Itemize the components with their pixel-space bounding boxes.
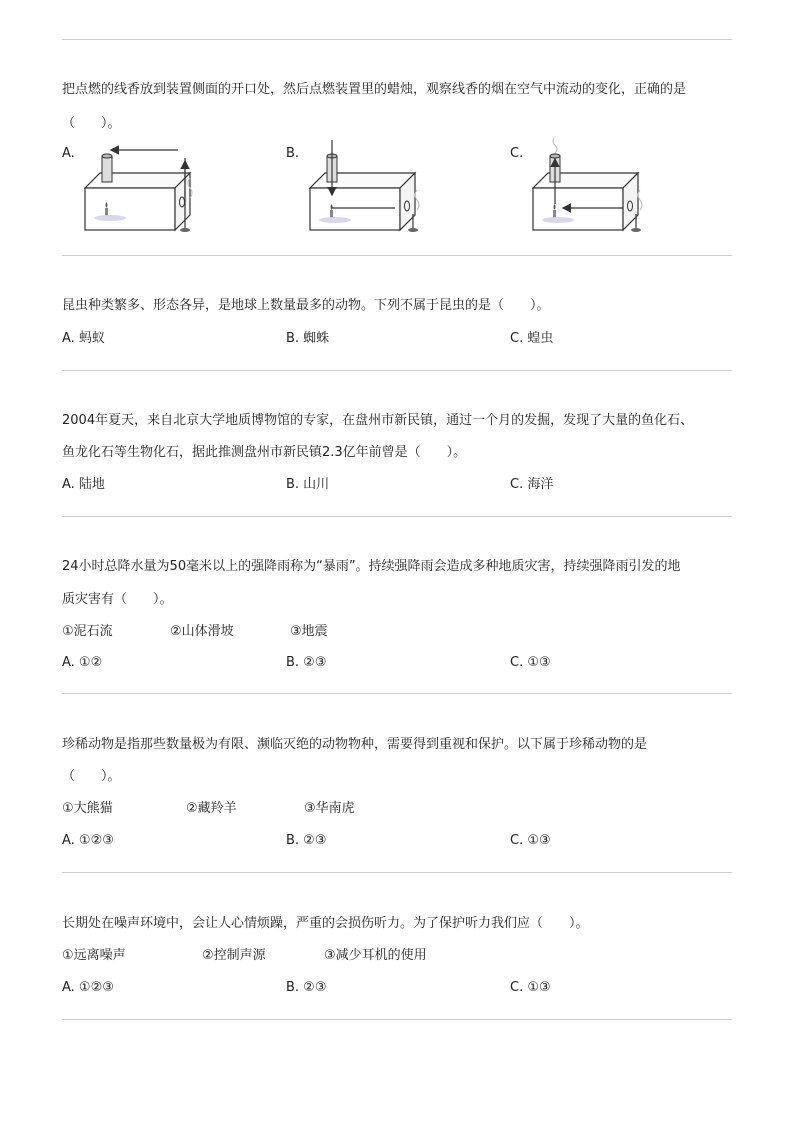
choice-item: ①泥石流 [62, 624, 113, 639]
choice-item: ③地震 [290, 624, 328, 639]
option-c[interactable]: C. ①③ [510, 833, 551, 848]
option-c[interactable]: C. 海洋 [510, 477, 554, 492]
divider [62, 255, 732, 256]
choice-item: ③华南虎 [304, 801, 355, 816]
option-b[interactable]: B. ②③ [286, 833, 327, 848]
option-c-label[interactable]: C. [510, 146, 524, 161]
question-5-stem-line2: （ ）。 [62, 769, 121, 784]
option-b[interactable]: B. ②③ [286, 655, 327, 670]
option-b[interactable]: B. 蜘蛛 [286, 331, 330, 346]
option-a[interactable]: A. 蚂蚁 [62, 331, 105, 346]
option-a[interactable]: A. ①②③ [62, 833, 114, 848]
question-4-stem-line2: 质灾害有（ ）。 [62, 592, 173, 607]
question-6-stem: 长期处在噪声环境中，会让人心情烦躁，严重的会损伤听力。为了保护听力我们应（ ）。 [62, 916, 589, 931]
option-c[interactable]: C. ①③ [510, 980, 551, 995]
choice-item: ③减少耳机的使用 [324, 948, 427, 963]
divider [62, 370, 732, 371]
question-3-stem-line2: 鱼龙化石等生物化石，据此推测盘州市新民镇2.3亿年前曾是（ ）。 [62, 445, 467, 460]
divider [62, 1019, 732, 1020]
smoke-apparatus-figure-c [528, 138, 658, 238]
smoke-apparatus-figure-a [80, 138, 210, 238]
option-a-label[interactable]: A. [62, 146, 75, 161]
option-a[interactable]: A. ①② [62, 655, 103, 670]
choice-item: ②藏羚羊 [186, 801, 237, 816]
question-4-stem: 24小时总降水量为50毫米以上的强降雨称为“暴雨”。持续强降雨会造成多种地质灾害，持续强降雨引发的地 [62, 559, 681, 574]
divider [62, 39, 732, 40]
question-5-stem: 珍稀动物是指那些数量极为有限、濒临灭绝的动物物种，需要得到重视和保护。以下属于珍稀动物的是 [62, 737, 648, 752]
option-b-label[interactable]: B. [286, 146, 300, 161]
option-b[interactable]: B. ②③ [286, 980, 327, 995]
smoke-apparatus-figure-b [305, 138, 435, 238]
choice-item: ②控制声源 [202, 948, 266, 963]
divider [62, 693, 732, 694]
divider [62, 872, 732, 873]
option-b[interactable]: B. 山川 [286, 477, 330, 492]
option-c[interactable]: C. 蝗虫 [510, 331, 554, 346]
option-c[interactable]: C. ①③ [510, 655, 551, 670]
question-2-stem: 昆虫种类繁多、形态各异，是地球上数量最多的动物。下列不属于昆虫的是（ ）。 [62, 298, 550, 313]
option-a[interactable]: A. ①②③ [62, 980, 114, 995]
option-a[interactable]: A. 陆地 [62, 477, 105, 492]
question-1-stem-line2: （ ）。 [62, 116, 121, 131]
divider [62, 516, 732, 517]
choice-item: ①大熊猫 [62, 801, 113, 816]
choice-item: ①远离噪声 [62, 948, 126, 963]
question-1-stem: 把点燃的线香放到装置侧面的开口处，然后点燃装置里的蜡烛，观察线香的烟在空气中流动的变化，正确的是 [62, 82, 687, 97]
question-3-stem: 2004年夏天，来自北京大学地质博物馆的专家，在盘州市新民镇，通过一个月的发掘，发现了大量的鱼化石、 [62, 413, 694, 428]
choice-item: ②山体滑坡 [170, 624, 234, 639]
